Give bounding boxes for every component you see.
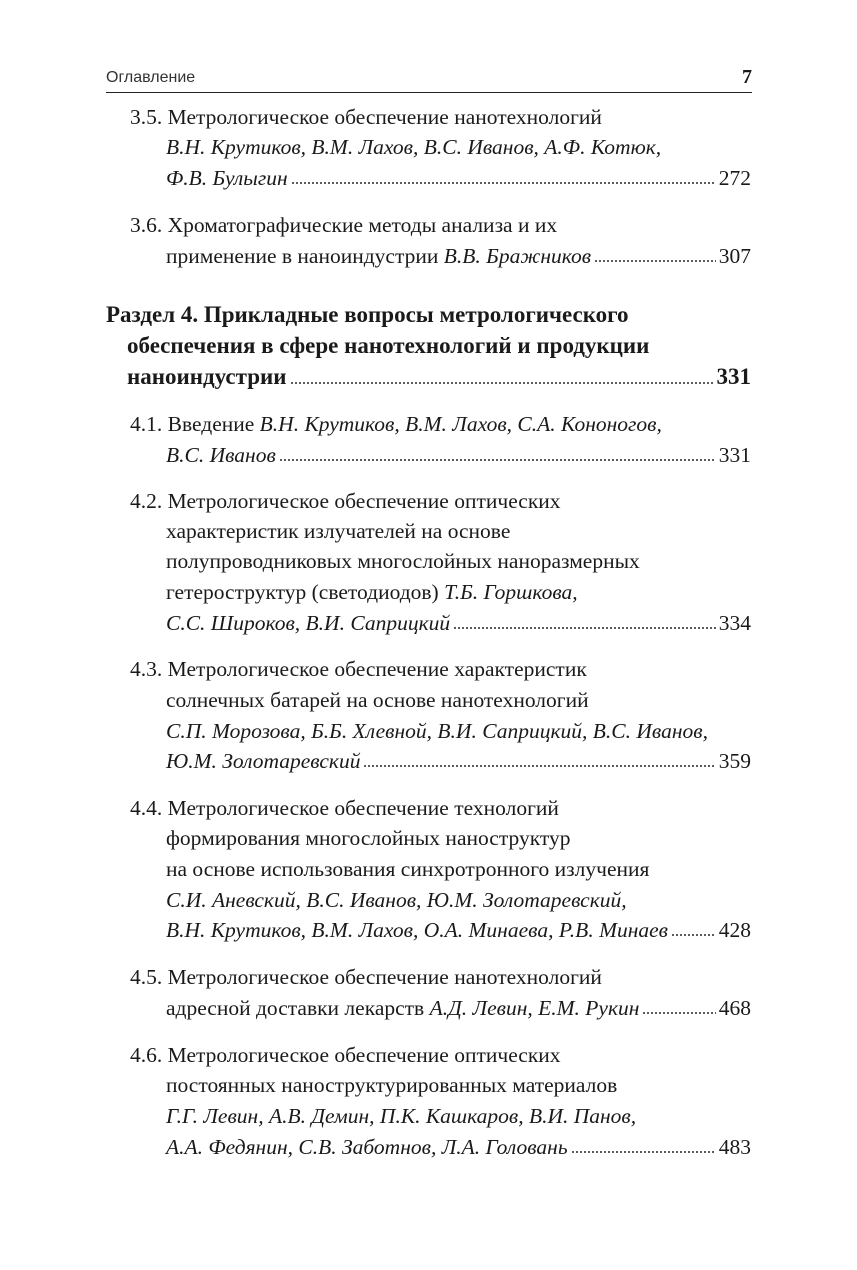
toc-entry-authors-line: В.Н. Крутиков, В.М. Лахов, В.С. Иванов, А.Ф. Котюк, [166,135,662,159]
section-title-line: Раздел 4. Прикладные вопросы метрологического [106,302,629,327]
toc-entry-title-line: 4.4. Метрологическое обеспечение технологий [130,796,559,820]
toc-entry-title-line: 3.5. Метрологическое обеспечение нанотехнологий [130,105,602,129]
toc-entry-title-line: 4.1. Введение В.Н. Крутиков, В.М. Лахов, С.А. Кононогов, [130,412,662,436]
toc-entry-title-line: постоянных наноструктурированных материалов [166,1073,618,1097]
running-title: Оглавление [106,69,196,86]
page-number: 7 [742,66,752,88]
toc-entry-page: 468 [718,996,751,1020]
toc-entry-title-line: 4.2. Метрологическое обеспечение оптических [130,489,561,513]
toc-entry-title-line: 4.6. Метрологическое обеспечение оптических [130,1043,561,1067]
toc-entry-leader-line: применение в наноиндустрии В.В. Бражников 307 [166,244,751,268]
toc-entry-leader-line: В.Н. Крутиков, В.М. Лахов, О.А. Минаева, Р.В. Минаев 428 [166,918,751,942]
toc-entry-leader-line: Ф.В. Булыгин 272 [166,166,751,190]
toc-entry-page: 331 [718,443,751,467]
section-page: 331 [716,364,751,389]
toc-entry-title-line: гетероструктур (светодиодов) Т.Б. Горшкова, [166,580,578,604]
toc-entry-title-line: формирования многослойных наноструктур [166,826,571,850]
section-leader-line: наноиндустрии 331 [127,364,751,389]
toc-entry-title-line: 4.3. Метрологическое обеспечение характеристик [130,657,587,681]
toc-entry-title-line: полупроводниковых многослойных наноразмерных [166,549,640,573]
toc-entry-authors-line: С.П. Морозова, Б.Б. Хлевной, В.И. Саприцкий, В.С. Иванов, [166,719,708,743]
toc-entry-page: 334 [718,611,751,635]
toc-entry-title-line: солнечных батарей на основе нанотехнологий [166,688,589,712]
toc-entry-leader-line: А.А. Федянин, С.В. Заботнов, Л.А. Головань 483 [166,1135,751,1159]
toc-entry-title-line: 3.6. Хроматографические методы анализа и их [130,213,558,237]
toc-entry-page: 359 [718,749,751,773]
toc-entry-leader-line: Ю.М. Золотаревский 359 [166,749,751,773]
toc-entry-page: 428 [718,918,751,942]
toc-entry-leader-line: В.С. Иванов 331 [166,443,751,467]
section-title-line: обеспечения в сфере нанотехнологий и продукции [127,333,650,358]
toc-entry-leader-line: адресной доставки лекарств А.Д. Левин, Е.М. Рукин 468 [166,996,751,1020]
toc-entry-page: 483 [718,1135,751,1159]
toc-entry-title-line: характеристик излучателей на основе [166,519,511,543]
toc-entry-title-line: на основе использования синхротронного излучения [166,857,650,881]
toc-entry-authors-line: С.И. Аневский, В.С. Иванов, Ю.М. Золотаревский, [166,888,627,912]
toc-entry-page: 307 [718,244,751,268]
toc-entry-authors-line: Г.Г. Левин, А.В. Демин, П.К. Кашкаров, В.И. Панов, [166,1104,637,1128]
toc-entry-title-line: 4.5. Метрологическое обеспечение нанотехнологий [130,965,602,989]
toc-entry-page: 272 [718,166,751,190]
toc-entry-leader-line: С.С. Широков, В.И. Саприцкий 334 [166,611,751,635]
running-header [106,64,752,93]
